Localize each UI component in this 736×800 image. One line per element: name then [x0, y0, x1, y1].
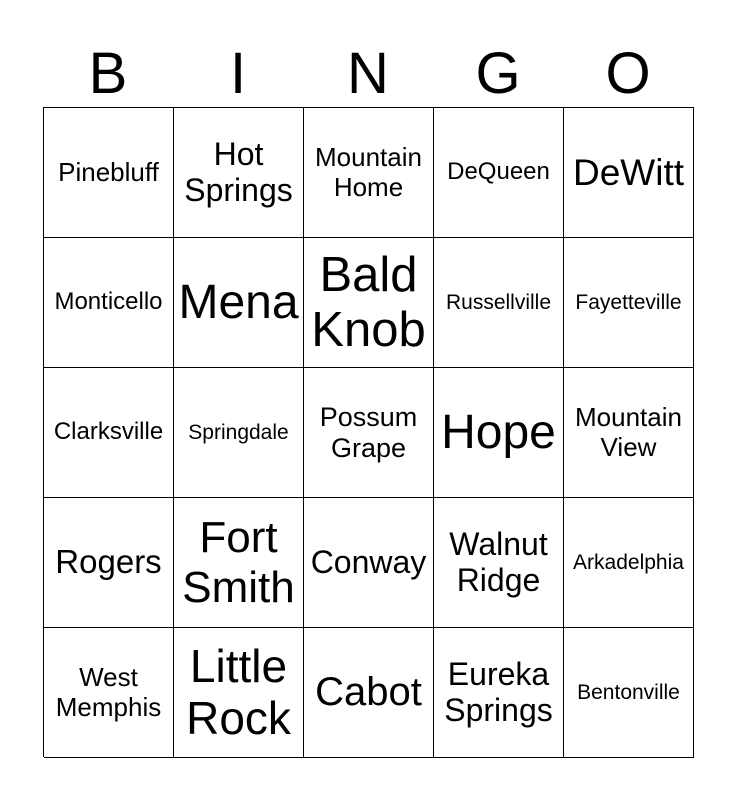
bingo-cell[interactable]	[44, 238, 174, 368]
bingo-cell[interactable]	[44, 108, 174, 238]
bingo-cell[interactable]	[434, 368, 564, 498]
bingo-cell[interactable]	[174, 628, 304, 758]
bingo-cell[interactable]	[174, 368, 304, 498]
bingo-cell[interactable]	[434, 628, 564, 758]
bingo-cell[interactable]	[44, 368, 174, 498]
cell-label: Mena	[178, 275, 299, 329]
cell-label: West Memphis	[55, 662, 162, 722]
cell-label: Fort Smith	[182, 513, 295, 612]
cell-label: Rogers	[55, 543, 162, 581]
bingo-board	[43, 107, 694, 757]
bingo-cell[interactable]	[44, 498, 174, 628]
header-letter-i: I	[229, 41, 247, 106]
bingo-cell[interactable]	[564, 628, 694, 758]
cell-label: Bentonville	[577, 680, 680, 704]
bingo-cell[interactable]	[564, 238, 694, 368]
cell-label: Monticello	[54, 288, 163, 316]
bingo-cell[interactable]	[564, 368, 694, 498]
cell-label: Conway	[310, 543, 427, 580]
cell-label: Possum Grape	[319, 402, 418, 463]
cell-label: Hope	[441, 405, 556, 459]
header-letter-n: N	[347, 41, 389, 106]
cell-label: Walnut Ridge	[449, 525, 548, 598]
cell-label: Cabot	[315, 670, 422, 715]
cell-label: Russellville	[445, 290, 552, 314]
cell-label: Bald Knob	[311, 247, 426, 357]
bingo-cell[interactable]	[564, 498, 694, 628]
header-letter-o: O	[605, 41, 651, 106]
cell-label: Pinebluff	[58, 156, 159, 187]
bingo-header	[43, 40, 693, 108]
header-letter-b: B	[88, 41, 128, 106]
bingo-cell[interactable]	[304, 368, 434, 498]
cell-label: Clarksville	[53, 418, 164, 446]
bingo-cell[interactable]	[434, 498, 564, 628]
cell-label: Fayetteville	[575, 290, 682, 314]
bingo-cell[interactable]	[304, 628, 434, 758]
bingo-cell[interactable]	[564, 108, 694, 238]
bingo-cell[interactable]	[304, 108, 434, 238]
cell-label: Little Rock	[186, 639, 291, 744]
cell-label: Mountain Home	[315, 142, 422, 202]
bingo-cell[interactable]	[174, 498, 304, 628]
header-letter-g: G	[475, 41, 521, 106]
bingo-cell[interactable]	[44, 628, 174, 758]
cell-label: Eureka Springs	[444, 655, 553, 728]
bingo-cell[interactable]	[174, 238, 304, 368]
cell-label: Springdale	[188, 420, 289, 444]
cell-label: Hot Springs	[184, 135, 293, 208]
cell-label: DeQueen	[447, 158, 550, 186]
cell-label: Mountain View	[575, 402, 682, 462]
cell-label: Arkadelphia	[573, 550, 684, 574]
bingo-cell[interactable]	[304, 238, 434, 368]
bingo-cell[interactable]	[174, 108, 304, 238]
bingo-cell[interactable]	[434, 238, 564, 368]
bingo-cell[interactable]	[304, 498, 434, 628]
bingo-cell[interactable]	[434, 108, 564, 238]
cell-label: DeWitt	[573, 151, 684, 193]
